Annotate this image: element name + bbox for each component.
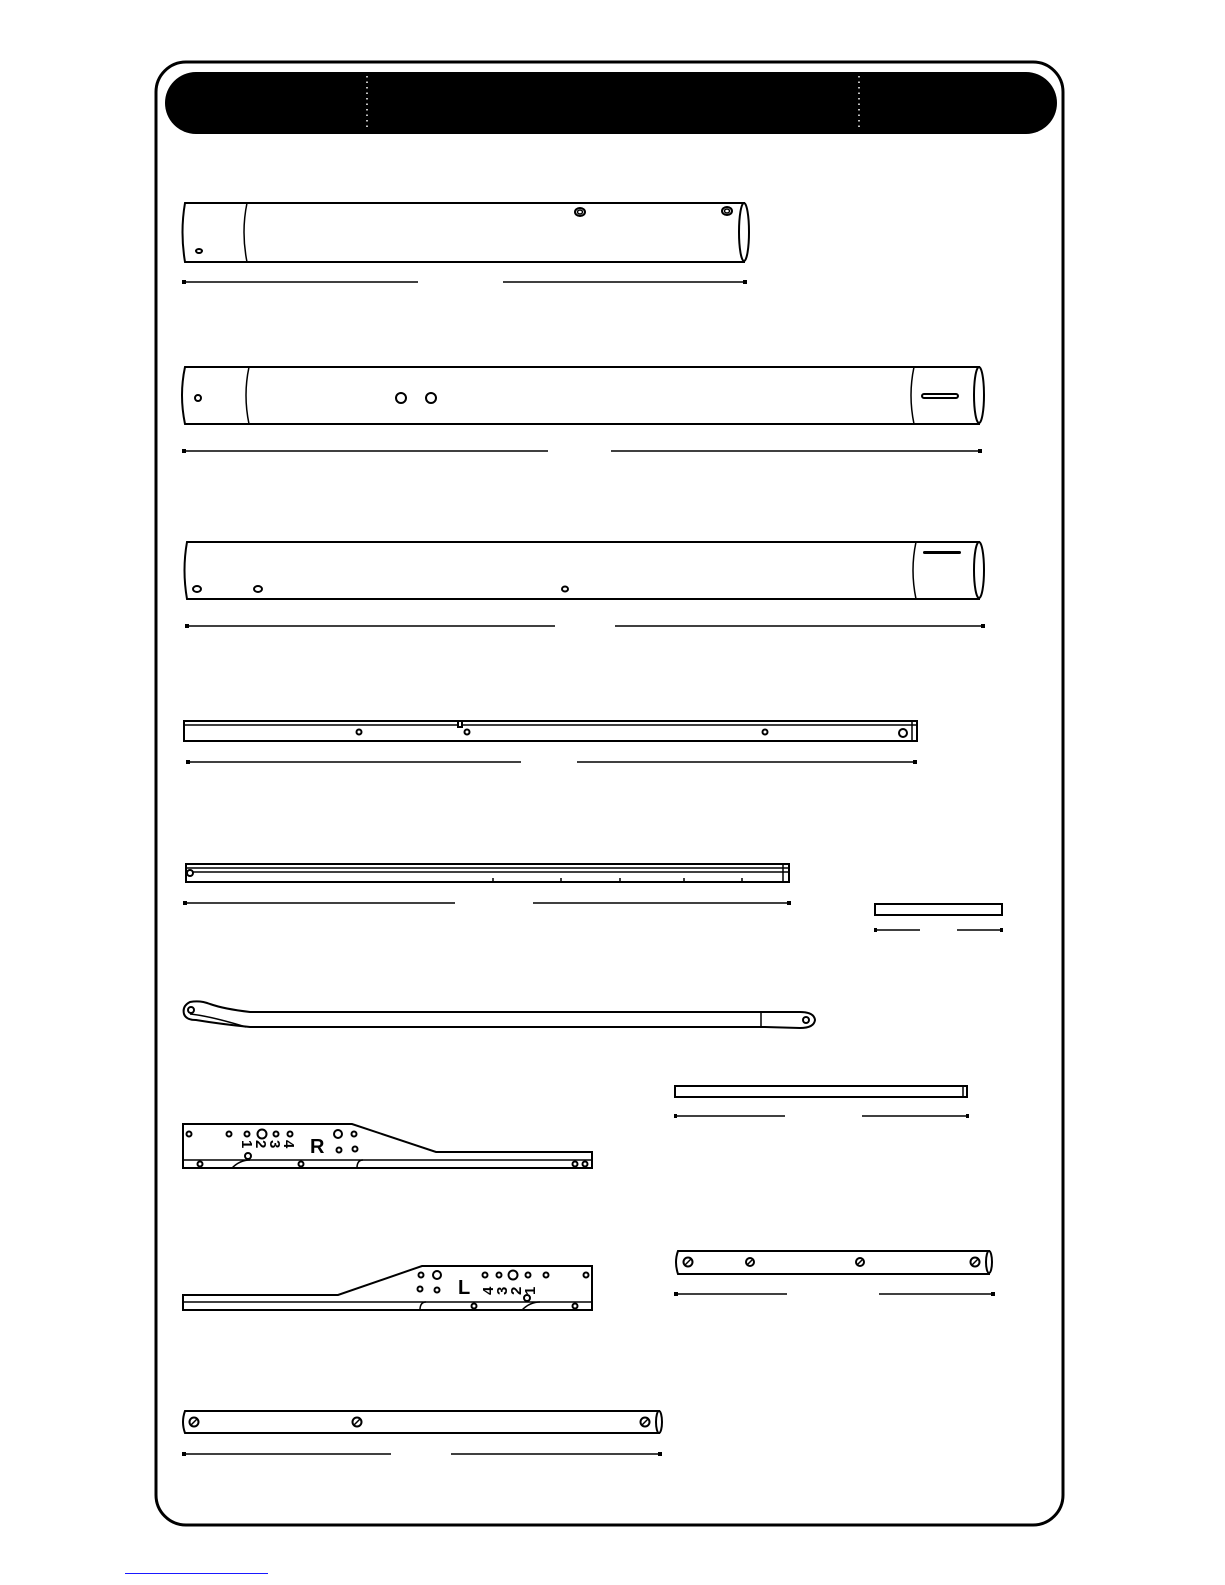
bracket-left-num-2: 2 — [508, 1286, 525, 1295]
bracket-left-num-3: 3 — [494, 1286, 511, 1295]
bracket-right-num-2: 2 — [252, 1140, 269, 1149]
bracket-left-num-1: 1 — [522, 1286, 539, 1295]
bracket-right-num-1: 1 — [238, 1140, 255, 1149]
bracket-right-num-3: 3 — [266, 1140, 283, 1149]
bracket-left-num-4: 4 — [480, 1286, 497, 1295]
bracket-right-num-4: 4 — [280, 1140, 297, 1149]
part-tube-short — [183, 203, 750, 262]
bracket-right-letter: R — [310, 1136, 325, 1158]
part-long-rod — [675, 1086, 967, 1097]
footer-link-underline[interactable] — [125, 1573, 268, 1574]
part-tube-long-slotted — [182, 367, 984, 424]
part-tube-long-plain — [185, 542, 985, 599]
header-bar — [165, 72, 1057, 134]
part-pin-tube — [676, 1251, 992, 1274]
bracket-left-letter: L — [458, 1277, 471, 1299]
part-cross-bar — [183, 1411, 662, 1433]
part-channel-rail — [186, 864, 789, 882]
part-short-rod — [875, 904, 1002, 915]
part-flat-rail — [184, 721, 917, 741]
